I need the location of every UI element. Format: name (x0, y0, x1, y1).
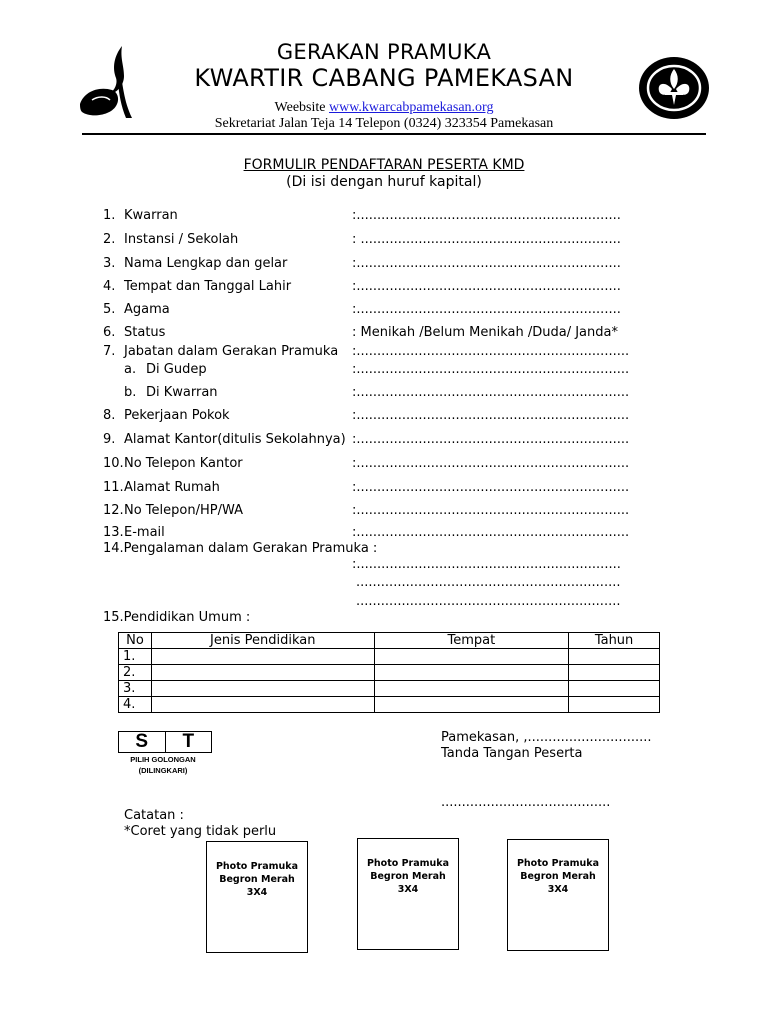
field-label: No Telepon/HP/WA (124, 503, 244, 518)
column-header: Jenis Pendidikan (151, 633, 374, 649)
jenis-pendidikan-cell[interactable] (151, 697, 374, 713)
table-row (119, 681, 660, 697)
field-number: 13. (103, 525, 124, 540)
field-label: Kwarran (124, 208, 178, 223)
field-input-line[interactable]: :.................................................................. (352, 385, 630, 400)
field-label: Status (124, 325, 166, 340)
photo-box (206, 841, 308, 953)
field-label: Alamat Rumah (124, 480, 220, 495)
field-number: 6. (103, 325, 116, 340)
tempat-cell[interactable] (374, 681, 569, 697)
row-number: 1. (119, 649, 152, 665)
field-input-line[interactable]: :.................................................................. (352, 525, 630, 540)
field-number: 5. (103, 302, 116, 317)
education-table (118, 632, 660, 713)
tempat-cell[interactable] (374, 697, 569, 713)
field-label: Nama Lengkap dan gelar (124, 256, 288, 271)
photo-caption: 3X4 (246, 887, 268, 898)
field-input-line[interactable]: :................................................................ (352, 208, 621, 223)
header-divider (82, 133, 706, 135)
photo-caption: Begron Merah (370, 871, 446, 882)
pendidikan-label: 15.Pendidikan Umum : (103, 610, 251, 625)
field-label: No Telepon Kantor (124, 456, 243, 471)
tahun-cell[interactable] (569, 665, 660, 681)
field-input-line[interactable]: :.................................................................. (352, 408, 630, 423)
table-row (119, 649, 660, 665)
field-input-line[interactable]: :................................................................ (352, 279, 621, 294)
website-link[interactable]: www.kwarcabpamekasan.org (329, 100, 494, 115)
form-title: FORMULIR PENDAFTARAN PESERTA KMD (243, 157, 525, 173)
field-number: 1. (103, 208, 116, 223)
form-subtitle: (Di isi dengan huruf kapital) (286, 174, 482, 190)
field-input-line[interactable]: :.................................................................. (352, 503, 630, 518)
pengalaman-label: 14.Pengalaman dalam Gerakan Pramuka : (103, 541, 378, 556)
row-number: 2. (119, 665, 152, 681)
field-number: a. (124, 362, 137, 377)
photo-caption: Begron Merah (219, 874, 295, 885)
pengalaman-line: :................................................................ (352, 557, 621, 572)
field-number: b. (124, 385, 137, 400)
column-header: No (119, 633, 152, 649)
signature-place-date: Pamekasan, ,.............................. (441, 730, 652, 745)
tahun-cell[interactable] (569, 681, 660, 697)
field-label: Di Gudep (146, 362, 207, 377)
jenis-pendidikan-cell[interactable] (151, 681, 374, 697)
jenis-pendidikan-cell[interactable] (151, 665, 374, 681)
photo-caption: 3X4 (547, 884, 569, 895)
field-number: 7. (103, 344, 116, 359)
tempat-cell[interactable] (374, 649, 569, 665)
field-input-line[interactable]: :.................................................................. (352, 480, 630, 495)
secretariat-address: Sekretariat Jalan Teja 14 Telepon (0324) 323354 Pamekasan (214, 116, 554, 131)
tempat-cell[interactable] (374, 665, 569, 681)
pengalaman-line: ................................................................ (356, 594, 621, 609)
photo-caption: Photo Pramuka (215, 861, 299, 872)
field-label: Agama (124, 302, 170, 317)
website-prefix: Weebsite (274, 100, 326, 115)
field-input-line[interactable]: :................................................................ (352, 302, 621, 317)
field-label: Alamat Kantor(ditulis Sekolahnya) (124, 432, 346, 447)
org-name-line1: GERAKAN PRAMUKA (276, 40, 492, 64)
table-row (119, 697, 660, 713)
photo-box (357, 838, 459, 950)
row-number: 3. (119, 681, 152, 697)
field-number: 3. (103, 256, 116, 271)
field-label: E-mail (124, 525, 165, 540)
golongan-caption: PILIH GOLONGAN (130, 755, 196, 764)
photo-caption: 3X4 (397, 884, 419, 895)
org-name-line2: KWARTIR CABANG PAMEKASAN (194, 64, 574, 92)
field-number: 8. (103, 408, 116, 423)
golongan-caption-note: (DILINGKARI) (138, 766, 188, 775)
column-header: Tempat (374, 633, 569, 649)
field-number: 4. (103, 279, 116, 294)
jenis-pendidikan-cell[interactable] (151, 649, 374, 665)
field-number: 11. (103, 480, 124, 495)
field-input-line[interactable]: :................................................................ (352, 256, 621, 271)
signature-label: Tanda Tangan Peserta (441, 746, 583, 761)
tahun-cell[interactable] (569, 649, 660, 665)
field-input-line[interactable]: :.................................................................. (352, 456, 630, 471)
notes-text: *Coret yang tidak perlu (124, 824, 277, 839)
field-label: Instansi / Sekolah (124, 232, 239, 247)
tahun-cell[interactable] (569, 697, 660, 713)
table-header-row (119, 633, 660, 649)
column-header: Tahun (569, 633, 660, 649)
photo-caption: Photo Pramuka (366, 858, 450, 869)
field-label: Pekerjaan Pokok (124, 408, 230, 423)
notes-title: Catatan : (124, 808, 184, 823)
field-input-line[interactable]: :.................................................................. (352, 344, 630, 359)
field-number: 2. (103, 232, 116, 247)
row-number: 4. (119, 697, 152, 713)
field-number: 9. (103, 432, 116, 447)
field-input-line[interactable]: :.................................................................. (352, 432, 630, 447)
photo-caption: Begron Merah (520, 871, 596, 882)
photo-caption: Photo Pramuka (516, 858, 600, 869)
field-number: 10. (103, 456, 124, 471)
signature-line[interactable]: ......................................... (441, 795, 611, 810)
website-line (0, 100, 768, 116)
golongan-option-t[interactable]: T (182, 731, 195, 752)
field-input-line[interactable]: :.................................................................. (352, 362, 630, 377)
field-label: Tempat dan Tanggal Lahir (124, 279, 292, 294)
golongan-selector (118, 731, 212, 753)
field-label: Di Kwarran (146, 385, 218, 400)
pengalaman-line: ................................................................ (356, 575, 621, 590)
table-row (119, 665, 660, 681)
field-number: 12. (103, 503, 124, 518)
field-label: Jabatan dalam Gerakan Pramuka (124, 344, 339, 359)
field-input-line[interactable]: : ............................................................... (352, 232, 621, 247)
golongan-option-s[interactable]: S (119, 732, 166, 752)
photo-box (507, 839, 609, 951)
field-input-line[interactable]: : Menikah /Belum Menikah /Duda/ Janda* (352, 325, 618, 340)
